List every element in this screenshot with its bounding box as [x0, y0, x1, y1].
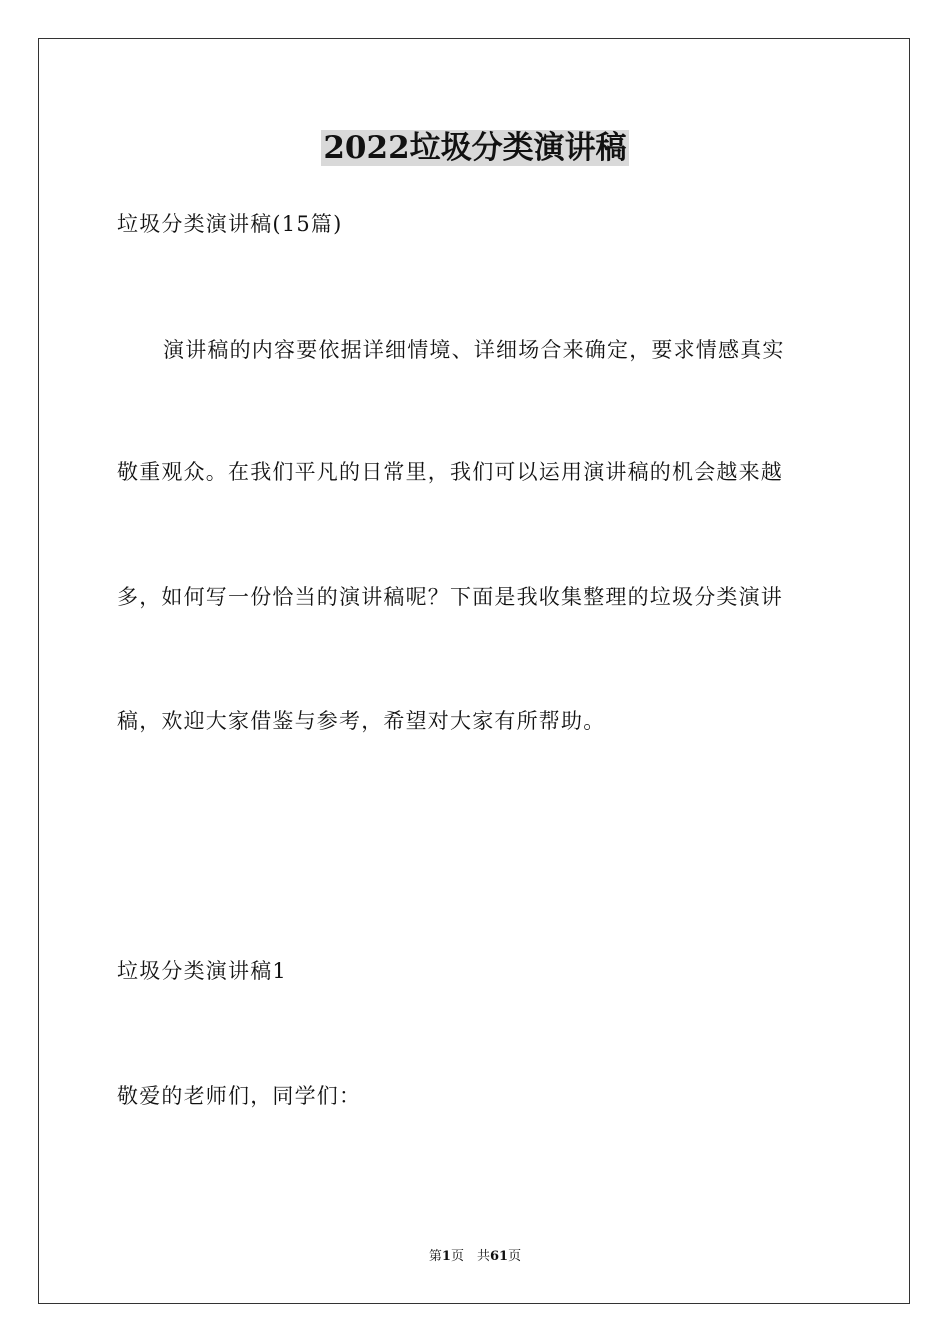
document-title: [0, 126, 950, 170]
intro-line-1: 演讲稿的内容要依据详细情境、详细场合来确定，要求情感真实: [163, 338, 785, 362]
intro-line-4: 稿，欢迎大家借鉴与参考，希望对大家有所帮助。: [117, 709, 606, 733]
document-subtitle: 垃圾分类演讲稿(15篇): [117, 212, 343, 236]
footer-prefix: 第: [428, 1249, 442, 1264]
footer-page-total: 61: [489, 1249, 509, 1264]
footer-suffix: 页: [508, 1249, 522, 1264]
intro-line-3: 多，如何写一份恰当的演讲稿呢？下面是我收集整理的垃圾分类演讲: [117, 585, 783, 609]
intro-line-2: 敬重观众。在我们平凡的日常里，我们可以运用演讲稿的机会越来越: [117, 460, 783, 484]
document-title-text: 2022垃圾分类演讲稿: [323, 130, 627, 166]
footer-page-current: 1: [441, 1249, 451, 1264]
section-heading: 垃圾分类演讲稿1: [117, 959, 287, 983]
footer-mid: 页 共: [450, 1249, 490, 1264]
page-footer: [0, 1248, 950, 1266]
salutation: 敬爱的老师们，同学们：: [117, 1084, 362, 1108]
